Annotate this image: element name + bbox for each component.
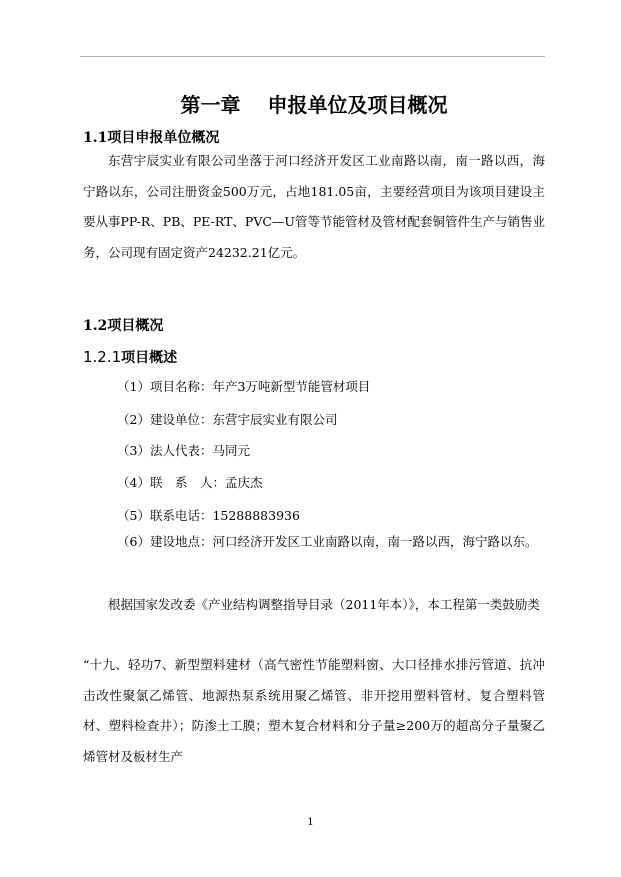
company-paragraph: 东营宇辰实业有限公司坐落于河口经济开发区工业南路以南，南一路以西，海宁路以东，公司注册资金500万元，占地181.05亩，主要经营项目为该项目建设主要从事PP-R、PB、PE-RT、PVC—U管等节能管材及管材配套铜管件生产与销售业务，公司现有固定资产24232.21亿元。 — [83, 153, 545, 260]
subsection-number: 1.2.1 — [83, 348, 122, 366]
header-rule — [80, 56, 545, 57]
subsection-label: 项目概述 — [121, 350, 178, 366]
policy-quote-paragraph: “十九、轻功7、新型塑料建材（高气密性节能塑料窗、大口径排水排污管道、抗冲击改性聚氯乙烯管、地源热泵系统用聚乙烯管、非开挖用塑料管材、复合塑料管材、塑料检查井）；防渗土工膜；塑木复合材料和分子量≥200万的超高分子量聚乙烯管材及板材生产 — [83, 657, 545, 764]
overview-item-contact: （4）联 系 人：孟庆杰 — [117, 475, 263, 490]
subsection-heading-1-2-1 — [83, 347, 177, 368]
section-heading-1-2: 1.2项目概况 — [83, 318, 164, 334]
overview-item-location: （6）建设地点：河口经济开发区工业南路以南，南一路以西，海宁路以东。 — [117, 534, 538, 549]
policy-intro-paragraph: 根据国家发改委《产业结构调整指导目录（2011年本）》，本工程第一类鼓励类 — [108, 597, 540, 612]
overview-item-phone: （5）联系电话：15288883936 — [117, 508, 300, 523]
overview-item-name: （1）项目名称：年产3万吨新型节能管材项目 — [117, 379, 371, 394]
section-heading-1-1: 1.1项目申报单位概况 — [83, 130, 220, 146]
overview-item-legal-rep: （3）法人代表：马同元 — [117, 443, 250, 458]
chapter-title: 第一章 申报单位及项目概况 — [180, 93, 448, 117]
overview-item-unit: （2）建设单位：东营宇辰实业有限公司 — [117, 412, 338, 427]
page-number: 1 — [307, 817, 314, 828]
